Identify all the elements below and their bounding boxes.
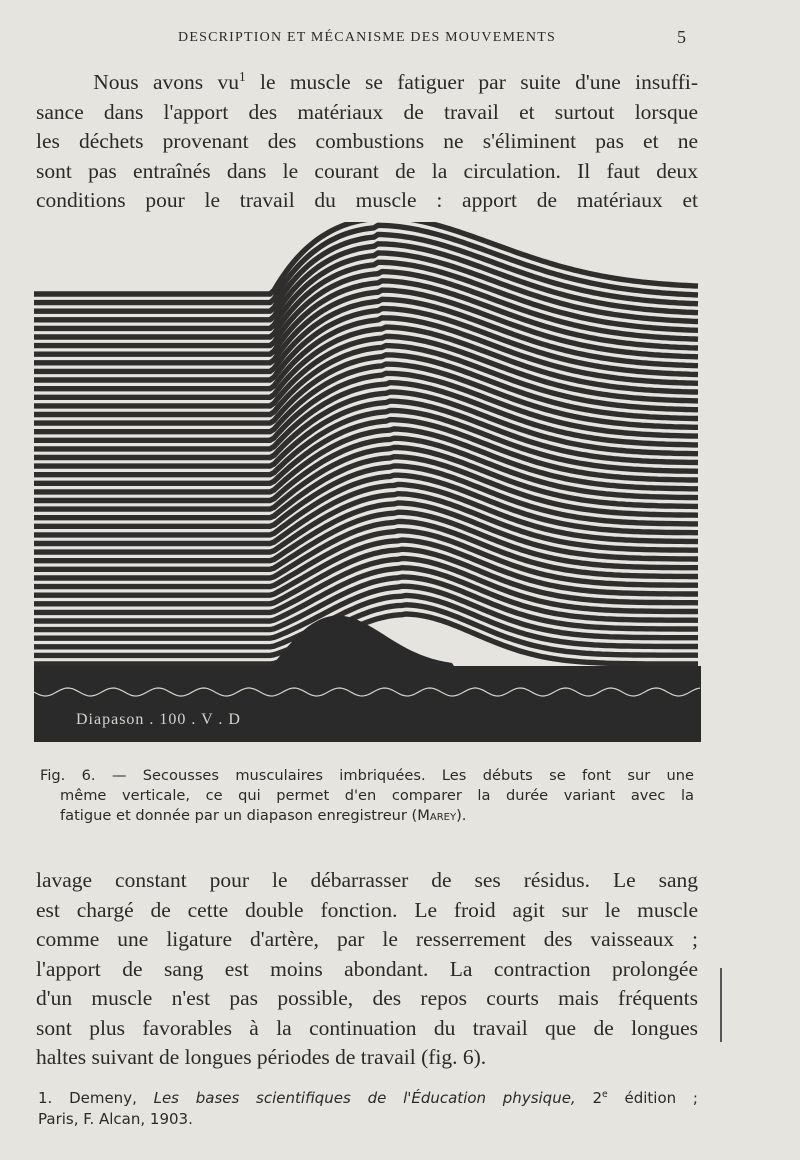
caption-label: Fig. 6. [40, 767, 96, 784]
caption-author: Marey [417, 807, 457, 824]
paragraph-bottom [36, 866, 698, 1073]
text-line: sont pas entraînés dans le courant de la circulation. Il faut deux [36, 158, 698, 183]
footnote-number: 1. [38, 1089, 53, 1107]
text-line: l'apport de sang est moins abondant. La contraction prolongée [36, 956, 698, 981]
figure-muscle-twitches [34, 222, 701, 742]
figure-caption [40, 766, 694, 826]
running-title: DESCRIPTION ET MÉCANISME DES MOUVEMENTS [178, 30, 556, 45]
text-line: sont plus favorables à la continuation du travail que de longues [36, 1015, 698, 1040]
text-line: lavage constant pour le débarrasser de ses résidus. Le sang [36, 868, 698, 892]
text-line: comme une ligature d'artère, par le resserrement des vaisseaux ; [36, 927, 698, 951]
text-segment: Nous avons vu [93, 70, 239, 94]
text-line [36, 68, 698, 98]
footnote-edition-sup: e [602, 1089, 608, 1100]
footnote-edition-word: édition ; [624, 1089, 698, 1107]
caption-line: même verticale, ce qui permet d'en comparer la durée variant avec la [60, 787, 694, 804]
text-line: conditions pour le travail du muscle : apport de matériaux et [36, 188, 698, 212]
footnote-ref: 1 [238, 68, 246, 84]
footnote-line: Paris, F. Alcan, 1903. [38, 1110, 193, 1128]
text-line: d'un muscle n'est pas possible, des repos courts mais fréquents [36, 986, 698, 1010]
caption-dash: — [111, 767, 127, 784]
paragraph-top [36, 68, 698, 216]
caption-text: fatigue et donnée par un diapason enregistreur ( [60, 807, 418, 824]
tuning-fork-label: Diapason . 100 . V . D [76, 711, 241, 728]
footnote-edition-num: 2 [592, 1089, 603, 1107]
caption-text: ). [456, 807, 467, 824]
tuning-fork-band [34, 666, 701, 742]
footnote [38, 1088, 698, 1130]
text-line: haltes suivant de longues périodes de travail (fig. 6). [36, 1045, 487, 1069]
text-line: sance dans l'apport des matériaux de travail et surtout lorsque [36, 99, 698, 124]
running-head [36, 27, 698, 52]
footnote-author: Demeny, [69, 1089, 137, 1107]
text-segment: le muscle se fatiguer par suite d'une insuffi- [259, 70, 699, 94]
myograph-tracing [34, 222, 701, 742]
text-line: les déchets provenant des combustions ne s'éliminent pas et ne [36, 129, 698, 153]
footnote-line [38, 1088, 698, 1109]
page-number: 5 [677, 27, 686, 47]
caption-line [40, 766, 694, 786]
caption-line [40, 806, 694, 826]
text-line: est chargé de cette double fonction. Le froid agit sur le muscle [36, 897, 698, 922]
caption-text: Secousses musculaires imbriquées. Les débuts se font sur une [142, 767, 694, 784]
footnote-title: Les bases scientifiques de l'Éducation physique, [153, 1089, 576, 1107]
margin-mark [720, 968, 722, 1042]
